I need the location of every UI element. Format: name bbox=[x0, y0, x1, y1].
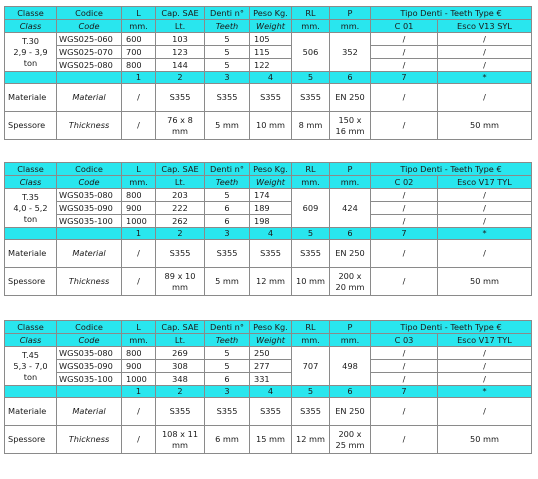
teeth-cell: 6 bbox=[205, 373, 250, 386]
thickness-weight: 12 mm bbox=[250, 268, 292, 296]
thickness-label-en: Thickness bbox=[57, 426, 122, 454]
col-weight: Weight bbox=[250, 20, 292, 33]
cap-cell: 308 bbox=[156, 360, 205, 373]
teeth-cell: 6 bbox=[205, 202, 250, 215]
code-cell: WGS025-060 bbox=[57, 33, 122, 46]
number-cell: 5 bbox=[292, 72, 330, 84]
number-cell bbox=[57, 72, 122, 84]
l-cell: 900 bbox=[122, 360, 156, 373]
col-rl-unit: mm. bbox=[292, 20, 330, 33]
tooth-model-cell: / bbox=[438, 189, 532, 202]
rl-cell: 506 bbox=[292, 33, 330, 72]
col-l: L bbox=[122, 7, 156, 20]
code-cell: WGS035-090 bbox=[57, 360, 122, 373]
col-classe: Classe bbox=[5, 321, 57, 334]
tooth-model-cell: / bbox=[438, 202, 532, 215]
material-p: EN 250 bbox=[330, 398, 371, 426]
number-cell: 2 bbox=[156, 386, 205, 398]
l-cell: 1000 bbox=[122, 215, 156, 228]
material-rl: S355 bbox=[292, 84, 330, 112]
col-tipo-denti: Tipo Denti - Teeth Type € bbox=[371, 321, 532, 334]
l-cell: 800 bbox=[122, 189, 156, 202]
number-cell: 4 bbox=[250, 386, 292, 398]
col-class: Class bbox=[5, 176, 57, 189]
cap-cell: 144 bbox=[156, 59, 205, 72]
table-row bbox=[5, 347, 532, 360]
table-row bbox=[5, 215, 532, 228]
material-tooth-model: / bbox=[438, 398, 532, 426]
thickness-label: Spessore bbox=[5, 268, 57, 296]
material-label-en: Material bbox=[57, 240, 122, 268]
l-cell: 900 bbox=[122, 202, 156, 215]
material-teeth: S355 bbox=[205, 240, 250, 268]
col-weight: Weight bbox=[250, 334, 292, 347]
tooth-model-cell: / bbox=[438, 373, 532, 386]
col-l-unit: mm. bbox=[122, 176, 156, 189]
number-cell: 5 bbox=[292, 228, 330, 240]
number-cell: 6 bbox=[330, 386, 371, 398]
col-cap: Cap. SAE bbox=[156, 163, 205, 176]
material-weight: S355 bbox=[250, 84, 292, 112]
material-teeth: S355 bbox=[205, 398, 250, 426]
tooth-model-cell: / bbox=[438, 33, 532, 46]
number-cell: 5 bbox=[292, 386, 330, 398]
thickness-label-en: Thickness bbox=[57, 112, 122, 140]
spec-table-2 bbox=[4, 162, 532, 296]
col-p: P bbox=[330, 321, 371, 334]
number-cell: 4 bbox=[250, 228, 292, 240]
header-row bbox=[5, 321, 532, 334]
col-denti: Denti n° bbox=[205, 7, 250, 20]
material-cap: S355 bbox=[156, 84, 205, 112]
col-peso: Peso Kg. bbox=[250, 321, 292, 334]
thickness-p: 200 x 20 mm bbox=[330, 268, 371, 296]
header-row bbox=[5, 163, 532, 176]
thickness-tooth-code: / bbox=[371, 426, 438, 454]
thickness-row bbox=[5, 112, 532, 140]
thickness-label: Spessore bbox=[5, 112, 57, 140]
table-row bbox=[5, 33, 532, 46]
number-cell bbox=[57, 228, 122, 240]
spec-table-3 bbox=[4, 320, 532, 454]
col-rl-unit: mm. bbox=[292, 176, 330, 189]
tooth-code-cell: / bbox=[371, 33, 438, 46]
material-cap: S355 bbox=[156, 240, 205, 268]
col-p: P bbox=[330, 7, 371, 20]
l-cell: 1000 bbox=[122, 373, 156, 386]
tooth-model-cell: / bbox=[438, 59, 532, 72]
number-cell: 6 bbox=[330, 72, 371, 84]
class-cell: T.35 4,0 - 5,2 ton bbox=[5, 189, 57, 228]
number-cell: 3 bbox=[205, 72, 250, 84]
table-row bbox=[5, 360, 532, 373]
number-cell bbox=[57, 386, 122, 398]
tooth-code: C 01 bbox=[371, 20, 438, 33]
col-rl: RL bbox=[292, 321, 330, 334]
col-peso: Peso Kg. bbox=[250, 7, 292, 20]
reference-number-row bbox=[5, 386, 532, 398]
weight-cell: 115 bbox=[250, 46, 292, 59]
thickness-cap: 76 x 8 mm bbox=[156, 112, 205, 140]
col-teeth: Teeth bbox=[205, 334, 250, 347]
class-cell: T.30 2,9 - 3,9 ton bbox=[5, 33, 57, 72]
col-peso: Peso Kg. bbox=[250, 163, 292, 176]
material-label-en: Material bbox=[57, 84, 122, 112]
l-cell: 800 bbox=[122, 59, 156, 72]
table-row bbox=[5, 202, 532, 215]
thickness-cap: 89 x 10 mm bbox=[156, 268, 205, 296]
number-cell: * bbox=[438, 228, 532, 240]
col-cap-unit: Lt. bbox=[156, 334, 205, 347]
col-denti: Denti n° bbox=[205, 163, 250, 176]
col-codice: Codice bbox=[57, 163, 122, 176]
teeth-cell: 5 bbox=[205, 360, 250, 373]
p-cell: 498 bbox=[330, 347, 371, 386]
number-cell: 4 bbox=[250, 72, 292, 84]
col-rl-unit: mm. bbox=[292, 334, 330, 347]
teeth-cell: 5 bbox=[205, 59, 250, 72]
tooth-model: Esco V13 SYL bbox=[438, 20, 532, 33]
col-cap-unit: Lt. bbox=[156, 176, 205, 189]
material-tooth-model: / bbox=[438, 240, 532, 268]
number-cell: 7 bbox=[371, 72, 438, 84]
material-label-en: Material bbox=[57, 398, 122, 426]
reference-number-row bbox=[5, 72, 532, 84]
col-codice: Codice bbox=[57, 7, 122, 20]
tooth-model-cell: / bbox=[438, 360, 532, 373]
weight-cell: 189 bbox=[250, 202, 292, 215]
teeth-cell: 6 bbox=[205, 215, 250, 228]
number-cell: 1 bbox=[122, 228, 156, 240]
col-weight: Weight bbox=[250, 176, 292, 189]
tooth-code-cell: / bbox=[371, 202, 438, 215]
number-cell bbox=[5, 72, 57, 84]
thickness-label: Spessore bbox=[5, 426, 57, 454]
rl-cell: 609 bbox=[292, 189, 330, 228]
thickness-tooth-model: 50 mm bbox=[438, 268, 532, 296]
number-cell: 2 bbox=[156, 228, 205, 240]
code-cell: WGS035-080 bbox=[57, 347, 122, 360]
number-cell: 2 bbox=[156, 72, 205, 84]
material-l: / bbox=[122, 240, 156, 268]
code-cell: WGS035-080 bbox=[57, 189, 122, 202]
tooth-code-cell: / bbox=[371, 59, 438, 72]
col-denti: Denti n° bbox=[205, 321, 250, 334]
thickness-row bbox=[5, 268, 532, 296]
cap-cell: 262 bbox=[156, 215, 205, 228]
tooth-model: Esco V17 TYL bbox=[438, 176, 532, 189]
code-cell: WGS025-070 bbox=[57, 46, 122, 59]
col-l-unit: mm. bbox=[122, 20, 156, 33]
l-cell: 700 bbox=[122, 46, 156, 59]
col-code: Code bbox=[57, 334, 122, 347]
number-cell: 3 bbox=[205, 228, 250, 240]
weight-cell: 331 bbox=[250, 373, 292, 386]
material-tooth-code: / bbox=[371, 240, 438, 268]
spec-table-1 bbox=[4, 6, 532, 140]
number-cell: 1 bbox=[122, 72, 156, 84]
thickness-l: / bbox=[122, 268, 156, 296]
weight-cell: 250 bbox=[250, 347, 292, 360]
code-cell: WGS035-100 bbox=[57, 373, 122, 386]
code-cell: WGS035-100 bbox=[57, 215, 122, 228]
material-weight: S355 bbox=[250, 398, 292, 426]
tooth-model-cell: / bbox=[438, 215, 532, 228]
code-cell: WGS025-080 bbox=[57, 59, 122, 72]
thickness-weight: 10 mm bbox=[250, 112, 292, 140]
col-code: Code bbox=[57, 20, 122, 33]
thickness-p: 200 x 25 mm bbox=[330, 426, 371, 454]
col-p: P bbox=[330, 163, 371, 176]
number-cell: 6 bbox=[330, 228, 371, 240]
number-cell: * bbox=[438, 386, 532, 398]
thickness-rl: 10 mm bbox=[292, 268, 330, 296]
l-cell: 800 bbox=[122, 347, 156, 360]
material-label: Materiale bbox=[5, 398, 57, 426]
cap-cell: 103 bbox=[156, 33, 205, 46]
thickness-row bbox=[5, 426, 532, 454]
thickness-cap: 108 x 11 mm bbox=[156, 426, 205, 454]
col-classe: Classe bbox=[5, 163, 57, 176]
thickness-teeth: 5 mm bbox=[205, 268, 250, 296]
table-row bbox=[5, 373, 532, 386]
cap-cell: 123 bbox=[156, 46, 205, 59]
col-l: L bbox=[122, 163, 156, 176]
cap-cell: 348 bbox=[156, 373, 205, 386]
col-code: Code bbox=[57, 176, 122, 189]
col-p-unit: mm. bbox=[330, 334, 371, 347]
weight-cell: 198 bbox=[250, 215, 292, 228]
weight-cell: 277 bbox=[250, 360, 292, 373]
cap-cell: 222 bbox=[156, 202, 205, 215]
weight-cell: 174 bbox=[250, 189, 292, 202]
col-rl: RL bbox=[292, 7, 330, 20]
col-classe: Classe bbox=[5, 7, 57, 20]
col-cap: Cap. SAE bbox=[156, 321, 205, 334]
material-row bbox=[5, 84, 532, 112]
col-codice: Codice bbox=[57, 321, 122, 334]
number-cell: 7 bbox=[371, 386, 438, 398]
p-cell: 352 bbox=[330, 33, 371, 72]
material-tooth-code: / bbox=[371, 398, 438, 426]
col-tipo-denti: Tipo Denti - Teeth Type € bbox=[371, 163, 532, 176]
reference-number-row bbox=[5, 228, 532, 240]
number-cell: * bbox=[438, 72, 532, 84]
table-row bbox=[5, 46, 532, 59]
number-cell bbox=[5, 386, 57, 398]
thickness-tooth-code: / bbox=[371, 268, 438, 296]
col-cap: Cap. SAE bbox=[156, 7, 205, 20]
thickness-weight: 15 mm bbox=[250, 426, 292, 454]
col-l: L bbox=[122, 321, 156, 334]
material-l: / bbox=[122, 84, 156, 112]
teeth-cell: 5 bbox=[205, 189, 250, 202]
thickness-tooth-model: 50 mm bbox=[438, 112, 532, 140]
material-row bbox=[5, 398, 532, 426]
material-label: Materiale bbox=[5, 84, 57, 112]
material-weight: S355 bbox=[250, 240, 292, 268]
thickness-tooth-model: 50 mm bbox=[438, 426, 532, 454]
material-row bbox=[5, 240, 532, 268]
thickness-tooth-code: / bbox=[371, 112, 438, 140]
col-tipo-denti: Tipo Denti - Teeth Type € bbox=[371, 7, 532, 20]
header-row bbox=[5, 7, 532, 20]
col-teeth: Teeth bbox=[205, 20, 250, 33]
col-p-unit: mm. bbox=[330, 176, 371, 189]
number-cell: 3 bbox=[205, 386, 250, 398]
tooth-code-cell: / bbox=[371, 215, 438, 228]
thickness-p: 150 x 16 mm bbox=[330, 112, 371, 140]
subheader-row bbox=[5, 20, 532, 33]
cap-cell: 203 bbox=[156, 189, 205, 202]
col-rl: RL bbox=[292, 163, 330, 176]
col-p-unit: mm. bbox=[330, 20, 371, 33]
thickness-teeth: 5 mm bbox=[205, 112, 250, 140]
material-label: Materiale bbox=[5, 240, 57, 268]
teeth-cell: 5 bbox=[205, 33, 250, 46]
subheader-row bbox=[5, 334, 532, 347]
cap-cell: 269 bbox=[156, 347, 205, 360]
material-tooth-code: / bbox=[371, 84, 438, 112]
col-class: Class bbox=[5, 334, 57, 347]
code-cell: WGS035-090 bbox=[57, 202, 122, 215]
material-rl: S355 bbox=[292, 240, 330, 268]
thickness-l: / bbox=[122, 426, 156, 454]
table-row bbox=[5, 189, 532, 202]
thickness-label-en: Thickness bbox=[57, 268, 122, 296]
weight-cell: 122 bbox=[250, 59, 292, 72]
table-row bbox=[5, 59, 532, 72]
col-class: Class bbox=[5, 20, 57, 33]
p-cell: 424 bbox=[330, 189, 371, 228]
tooth-model-cell: / bbox=[438, 46, 532, 59]
col-teeth: Teeth bbox=[205, 176, 250, 189]
material-p: EN 250 bbox=[330, 84, 371, 112]
tooth-code-cell: / bbox=[371, 360, 438, 373]
tooth-model-cell: / bbox=[438, 347, 532, 360]
number-cell: 1 bbox=[122, 386, 156, 398]
tooth-code: C 02 bbox=[371, 176, 438, 189]
tooth-code-cell: / bbox=[371, 373, 438, 386]
col-cap-unit: Lt. bbox=[156, 20, 205, 33]
number-cell bbox=[5, 228, 57, 240]
tooth-code-cell: / bbox=[371, 347, 438, 360]
teeth-cell: 5 bbox=[205, 347, 250, 360]
material-p: EN 250 bbox=[330, 240, 371, 268]
material-l: / bbox=[122, 398, 156, 426]
material-teeth: S355 bbox=[205, 84, 250, 112]
thickness-teeth: 6 mm bbox=[205, 426, 250, 454]
thickness-rl: 8 mm bbox=[292, 112, 330, 140]
tooth-code-cell: / bbox=[371, 189, 438, 202]
weight-cell: 105 bbox=[250, 33, 292, 46]
material-cap: S355 bbox=[156, 398, 205, 426]
thickness-rl: 12 mm bbox=[292, 426, 330, 454]
thickness-l: / bbox=[122, 112, 156, 140]
rl-cell: 707 bbox=[292, 347, 330, 386]
col-l-unit: mm. bbox=[122, 334, 156, 347]
l-cell: 600 bbox=[122, 33, 156, 46]
tooth-code: C 03 bbox=[371, 334, 438, 347]
subheader-row bbox=[5, 176, 532, 189]
material-tooth-model: / bbox=[438, 84, 532, 112]
teeth-cell: 5 bbox=[205, 46, 250, 59]
material-rl: S355 bbox=[292, 398, 330, 426]
tooth-code-cell: / bbox=[371, 46, 438, 59]
tooth-model: Esco V17 TYL bbox=[438, 334, 532, 347]
number-cell: 7 bbox=[371, 228, 438, 240]
class-cell: T.45 5,3 - 7,0 ton bbox=[5, 347, 57, 386]
